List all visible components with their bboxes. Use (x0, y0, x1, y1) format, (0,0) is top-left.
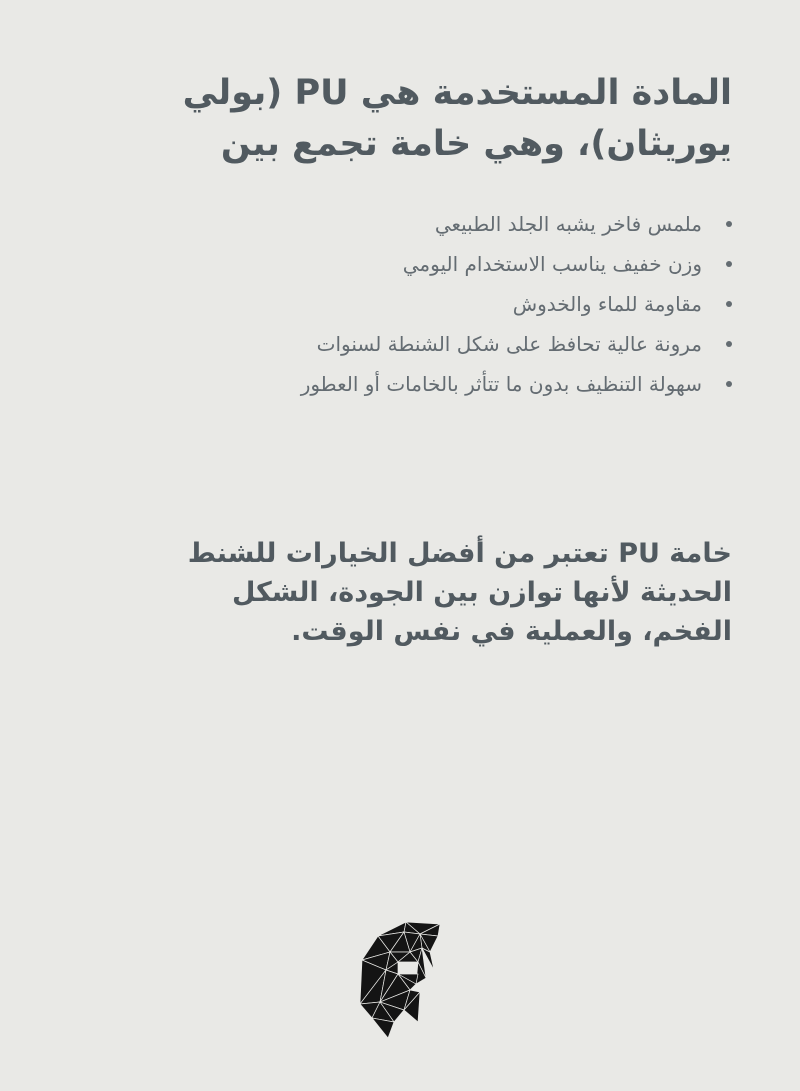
summary-line-3: الفخم، والعملية في نفس الوقت. (291, 616, 732, 647)
heading (112, 68, 732, 170)
heading-line-1: المادة المستخدمة هي PU (بولي (182, 73, 732, 113)
summary-line-1: خامة PU تعتبر من أفضل الخيارات للشنط (187, 538, 732, 569)
bullet-icon (726, 221, 732, 227)
feature-list (132, 204, 732, 404)
list-item (132, 204, 732, 244)
summary-line-2: الحديثة لأنها توازن بين الجودة، الشكل (231, 577, 732, 608)
bullet-icon (726, 261, 732, 267)
list-item (132, 324, 732, 364)
horse-head-icon (358, 918, 442, 1040)
feature-text: وزن خفيف يناسب الاستخدام اليومي (402, 252, 702, 276)
heading-line-2: يوريثان)، وهي خامة تجمع بين (220, 124, 732, 164)
bullet-icon (726, 381, 732, 387)
list-item (132, 364, 732, 404)
feature-text: مرونة عالية تحافظ على شكل الشنطة لسنوات (316, 332, 702, 356)
bullet-icon (726, 341, 732, 347)
feature-text: سهولة التنظيف بدون ما تتأثر بالخامات أو العطور (300, 372, 702, 396)
list-item (132, 284, 732, 324)
list-item (132, 244, 732, 284)
feature-text: ملمس فاخر يشبه الجلد الطبيعي (434, 212, 702, 236)
feature-text: مقاومة للماء والخدوش (512, 292, 702, 316)
summary-paragraph (152, 534, 732, 651)
bullet-icon (726, 301, 732, 307)
